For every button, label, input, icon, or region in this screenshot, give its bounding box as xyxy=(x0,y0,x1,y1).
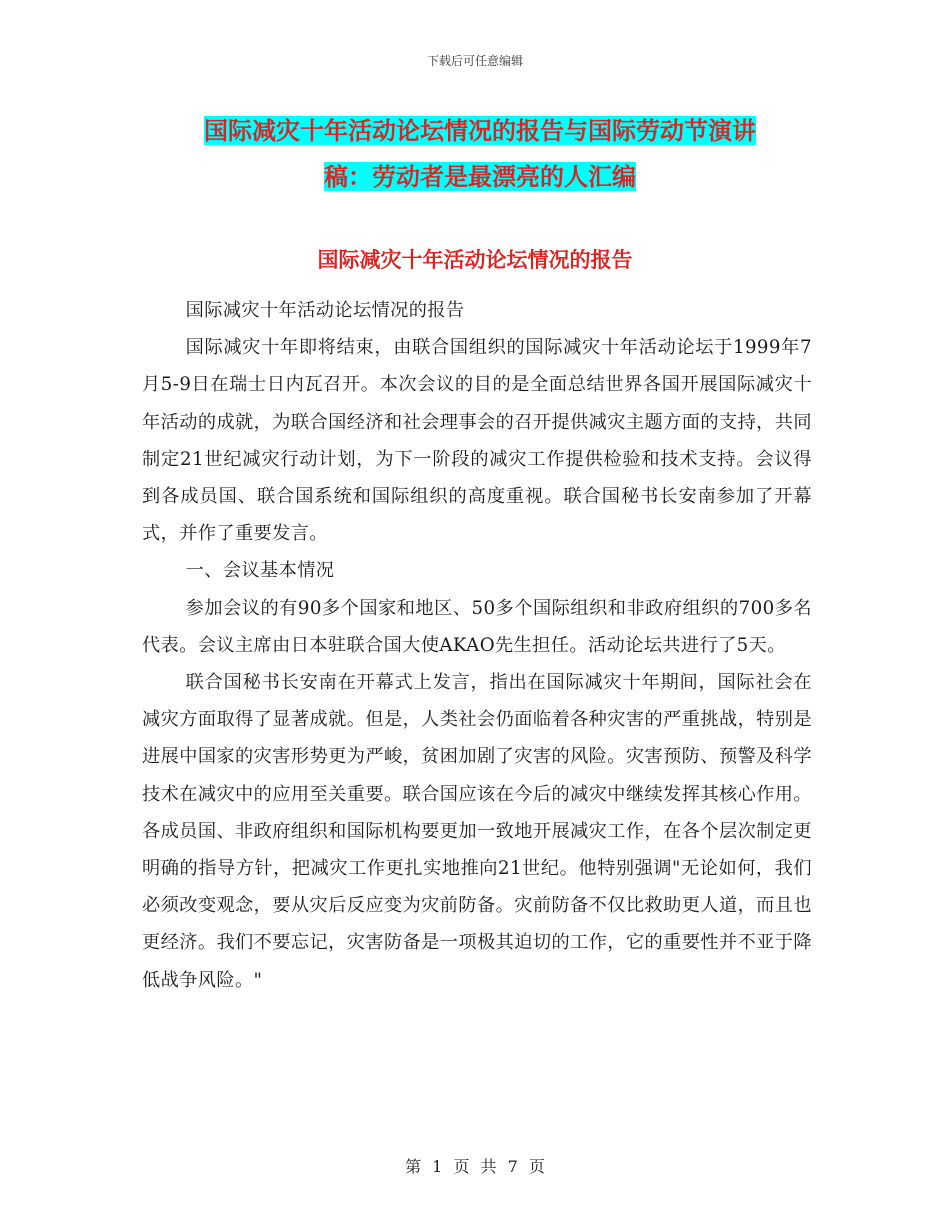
page-number: 第 1 页 共 7 页 xyxy=(405,1157,545,1176)
paragraph: 联合国秘书长安南在开幕式上发言，指出在国际减灾十年期间，国际社会在减灾方面取得了显著成就。但是，人类社会仍面临着各种灾害的严重挑战，特别是进展中国家的灾害形势更为严峻，贫困加剧了灾害的风险。灾害预防、预警及科学技术在减灾中的应用至关重要。联合国应该在今后的减灾中继续发挥其核心作用。各成员国、非政府组织和国际机构要更加一致地开展减灾工作，在各个层次制定更明确的指导方针，把减灾工作更扎实地推向21世纪。他特别强调"无论如何，我们必须改变观念，要从灾后反应变为灾前防备。灾前防备不仅比救助更人道，而且也更经济。我们不要忘记，灾害防备是一项极其迫切的工作，它的重要性并不亚于降低战争风险。" xyxy=(142,672,812,991)
paragraph: 参加会议的有90多个国家和地区、50多个国际组织和非政府组织的700多名代表。会议主席由日本驻联合国大使AKAO先生担任。活动论坛共进行了5天。 xyxy=(142,597,812,656)
paragraph: 国际减灾十年即将结束，由联合国组织的国际减灾十年活动论坛于1999年7月5-9日在瑞士日内瓦召开。本次会议的目的是全面总结世界各国开展国际减灾十年活动的成就，为联合国经济和社会理事会的召开提供减灾主题方面的支持，共同制定21世纪减灾行动计划，为下一阶段的减灾工作提供检验和技术支持。会议得到各成员国、联合国系统和国际组织的高度重视。联合国秘书长安南参加了开幕式，并作了重要发言。 xyxy=(142,337,812,545)
document-title-line-2: 稿：劳动者是最漂亮的人汇编 xyxy=(324,162,636,191)
document-title xyxy=(140,108,820,200)
header-note: 下载后可任意编辑 xyxy=(426,54,523,68)
document-title-line-1: 国际减灾十年活动论坛情况的报告与国际劳动节演讲 xyxy=(204,116,756,145)
paragraph: 国际减灾十年活动论坛情况的报告 xyxy=(185,300,465,321)
document-body xyxy=(142,292,812,999)
section-title: 国际减灾十年活动论坛情况的报告 xyxy=(317,247,633,272)
section-heading: 一、会议基本情况 xyxy=(185,560,335,582)
